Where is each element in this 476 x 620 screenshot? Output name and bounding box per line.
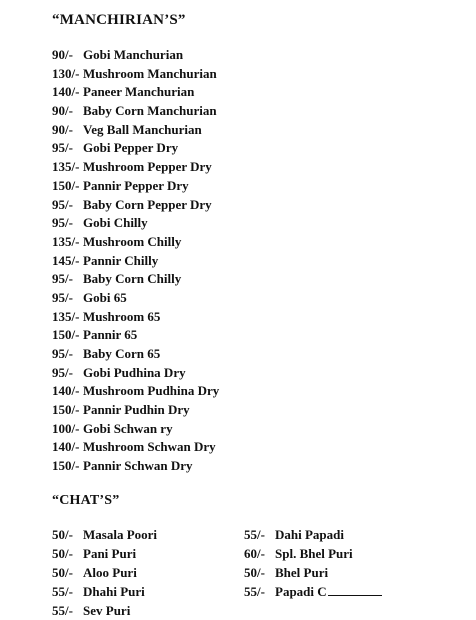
item-price: 55/- bbox=[244, 584, 265, 599]
item-name: Baby Corn Manchurian bbox=[83, 103, 217, 119]
item-price: 90/- bbox=[52, 103, 73, 119]
manchurian-section-title: “MANCHIRIAN’S” bbox=[52, 12, 186, 28]
item-name: Gobi 65 bbox=[83, 289, 127, 305]
item-name: Sev Puri bbox=[83, 603, 131, 618]
item-name: Aloo Puri bbox=[83, 565, 137, 580]
item-price: 145/- bbox=[52, 252, 80, 268]
item-price: 100/- bbox=[52, 420, 80, 436]
blank-underline bbox=[328, 583, 382, 596]
item-price: 50/- bbox=[52, 527, 73, 542]
item-price: 140/- bbox=[52, 439, 80, 455]
item-name: Papadi C bbox=[275, 584, 327, 599]
item-name: Mushroom Pudhina Dry bbox=[83, 383, 220, 399]
item-name: Pannir Schwan Dry bbox=[83, 458, 193, 474]
item-name: Baby Corn 65 bbox=[83, 346, 161, 361]
item-price: 60/- bbox=[244, 546, 265, 561]
item-name: Mushroom Manchurian bbox=[83, 65, 217, 81]
item-name: Mushroom Pepper Dry bbox=[83, 159, 212, 175]
item-name: Gobi Pepper Dry bbox=[83, 140, 179, 156]
item-name: Gobi Manchurian bbox=[83, 47, 184, 62]
item-price: 55/- bbox=[52, 603, 73, 618]
item-price: 135/- bbox=[52, 308, 80, 324]
item-name-with-blank bbox=[275, 582, 382, 601]
item-price: 90/- bbox=[52, 121, 73, 137]
item-price: 55/- bbox=[52, 584, 73, 599]
item-price: 150/- bbox=[52, 402, 80, 418]
item-price: 135/- bbox=[52, 233, 80, 249]
item-price: 150/- bbox=[52, 458, 80, 474]
item-name: Pannir Chilly bbox=[83, 252, 159, 268]
item-name: Veg Ball Manchurian bbox=[83, 121, 202, 137]
chat-section-title: “CHAT’S” bbox=[52, 493, 120, 508]
item-price: 50/- bbox=[244, 565, 265, 580]
item-name: Gobi Chilly bbox=[83, 215, 148, 231]
item-name: Pannir 65 bbox=[83, 327, 138, 343]
item-price: 140/- bbox=[52, 383, 80, 399]
item-name: Spl. Bhel Puri bbox=[275, 546, 353, 561]
item-price: 95/- bbox=[52, 196, 73, 212]
item-name: Gobi Pudhina Dry bbox=[83, 364, 186, 380]
item-price: 140/- bbox=[52, 84, 80, 100]
item-name: Masala Poori bbox=[83, 527, 158, 542]
item-price: 55/- bbox=[244, 527, 265, 542]
item-price: 135/- bbox=[52, 159, 80, 175]
item-name: Baby Corn Chilly bbox=[83, 271, 182, 287]
item-price: 95/- bbox=[52, 215, 73, 231]
item-name: Baby Corn Pepper Dry bbox=[83, 196, 212, 212]
item-price: 150/- bbox=[52, 177, 80, 193]
item-name: Pani Puri bbox=[83, 546, 137, 561]
item-name: Bhel Puri bbox=[275, 565, 329, 580]
item-price: 90/- bbox=[52, 47, 73, 62]
item-price: 95/- bbox=[52, 140, 73, 156]
item-name: Mushroom Schwan Dry bbox=[83, 439, 216, 455]
item-price: 95/- bbox=[52, 364, 73, 380]
item-name: Paneer Manchurian bbox=[83, 84, 195, 100]
item-name: Dhahi Puri bbox=[83, 584, 145, 599]
item-name: Mushroom 65 bbox=[83, 308, 161, 324]
item-price: 95/- bbox=[52, 289, 73, 305]
item-price: 50/- bbox=[52, 565, 73, 580]
item-name: Pannir Pudhin Dry bbox=[83, 402, 190, 418]
item-name: Dahi Papadi bbox=[275, 527, 344, 542]
item-price: 130/- bbox=[52, 65, 80, 81]
item-price: 95/- bbox=[52, 271, 73, 287]
item-name: Mushroom Chilly bbox=[83, 233, 182, 249]
item-price: 50/- bbox=[52, 546, 73, 561]
item-price: 150/- bbox=[52, 327, 80, 343]
item-name: Pannir Pepper Dry bbox=[83, 177, 189, 193]
item-price: 95/- bbox=[52, 346, 73, 361]
item-name: Gobi Schwan ry bbox=[83, 420, 173, 436]
